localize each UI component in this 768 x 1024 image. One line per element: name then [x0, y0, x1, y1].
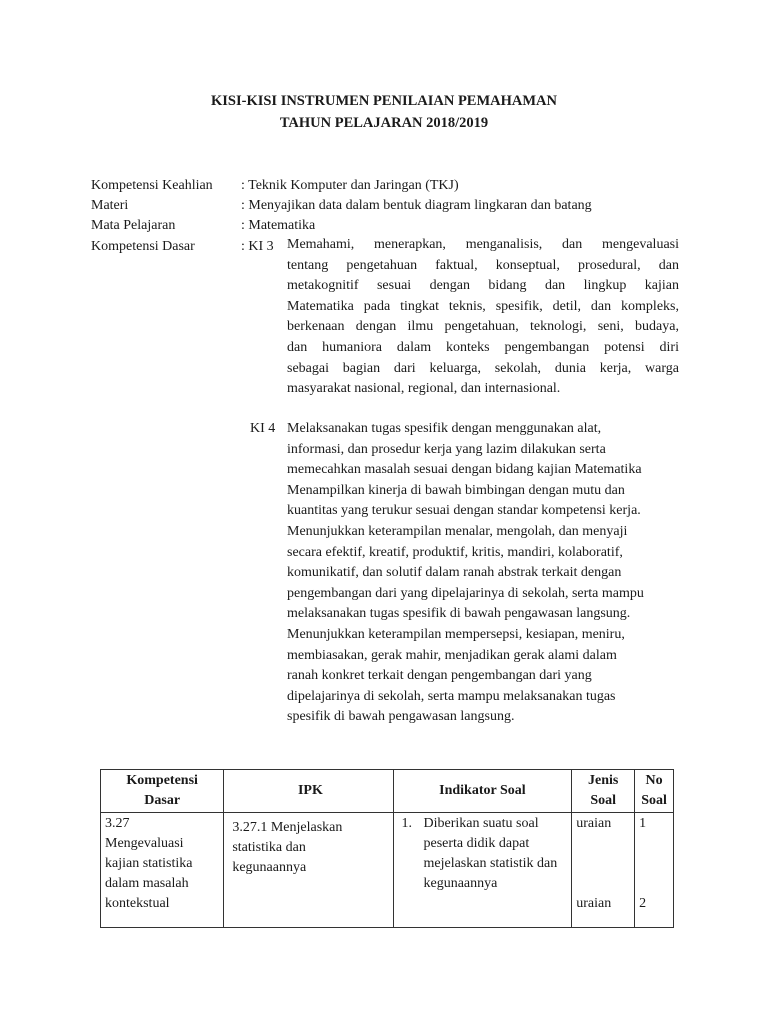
header-jenis-soal: Jenis Soal [572, 770, 635, 813]
ki4-line: membiasakan, gerak mahir, menjadikan gerak alami dalam [287, 647, 617, 663]
ki4-text [287, 419, 687, 728]
table-row [101, 813, 674, 928]
ki3-line: sebagai bagian dari keluarga, sekolah, dunia kerja, warga [287, 360, 679, 376]
ki3-line: berkenaan dengan ilmu pengetahuan, teknologi, seni, budaya, [287, 319, 679, 335]
kisi-kisi-table [100, 769, 674, 928]
meta-value: : Teknik Komputer dan Jaringan (TKJ) [241, 178, 459, 193]
ki4-line: melaksanakan tugas spesifik di bawah pengawasan langsung. [287, 606, 631, 622]
ki4-line: Menunjukkan keterampilan mempersepsi, kesiapan, meniru, [287, 626, 625, 642]
ki3-text [287, 235, 679, 400]
table-header-row [101, 770, 674, 813]
meta-label: Materi [91, 198, 129, 213]
ki4-line: pengembangan dari yang dipelajarinya di sekolah, serta mampu [287, 585, 644, 601]
ki4-line: Melaksanakan tugas spesifik dengan menggunakan alat, [287, 421, 602, 436]
ki3-line: tentang pengetahuan faktual, konseptual, prosedural, dan [287, 257, 679, 273]
meta-value: : Matematika [241, 218, 316, 233]
cell-ipk: 3.27.1 Menjelaskan statistika dan kegunaannya [224, 813, 393, 928]
cell-jenis-soal: uraian uraian [572, 813, 635, 928]
header-no-soal: No Soal [635, 770, 674, 813]
ki3-line: metakognitif sesuai dengan bidang dan lingkup kajian [287, 278, 679, 294]
meta-value: : Menyajikan data dalam bentuk diagram lingkaran dan batang [241, 198, 592, 213]
document-title: KISI-KISI INSTRUMEN PENILAIAN PEMAHAMAN [210, 93, 558, 109]
cell-no-soal: 1 2 [635, 813, 674, 928]
indikator-number: 1. [401, 816, 412, 831]
header-ipk: IPK [224, 770, 393, 813]
meta-label: Mata Pelajaran [91, 218, 176, 233]
document-subtitle: TAHUN PELAJARAN 2018/2019 [279, 115, 489, 131]
ki3-line: dan humaniora dalam konteks pengembangan potensi diri [287, 339, 679, 355]
cell-kompetensi-dasar: 3.27 Mengevaluasi kajian statistika dalam masalah kontekstual [101, 813, 224, 928]
ki4-line: spesifik di bawah pengawasan langsung. [287, 709, 515, 725]
ki4-line: informasi, dan prosedur kerja yang lazim dilakukan serta [287, 441, 606, 457]
meta-label: Kompetensi Dasar [91, 239, 195, 254]
ki4-line: kuantitas yang terukur sesuai dengan standar kompetensi kerja. [287, 503, 641, 519]
header-indikator-soal: Indikator Soal [393, 770, 572, 813]
ki4-line: Menampilkan kinerja di bawah bimbingan dengan mutu dan [287, 482, 625, 498]
ki3-line: Matematika pada tingkat teknis, spesifik, detil, dan kompleks, [287, 298, 679, 314]
ki4-line: Menunjukkan keterampilan menalar, mengolah, dan menyaji [287, 523, 628, 539]
ki4-line: dipelajarinya di sekolah, serta mampu melaksanakan tugas [287, 688, 616, 704]
ki4-line: ranah konkret terkait dengan pengembangan dari yang [287, 668, 592, 684]
ki4-tag: KI 4 [250, 421, 276, 436]
ki4-line: memecahkan masalah sesuai dengan bidang kajian Matematika [287, 462, 642, 478]
ki4-line: komunikatif, dan solutif dalam ranah abstrak terkait dengan [287, 565, 622, 581]
header-kompetensi-dasar: Kompetensi Dasar [101, 770, 224, 813]
ki4-line: secara efektif, kreatif, produktif, kritis, mandiri, kolaboratif, [287, 544, 623, 560]
ki3-line: masyarakat nasional, regional, dan internasional. [287, 381, 561, 397]
cell-indikator-soal: 1. Diberikan suatu soal peserta didik dapat mejelaskan statistik dan kegunaannya [393, 813, 572, 928]
meta-value: : KI 3 [241, 239, 274, 254]
meta-label: Kompetensi Keahlian [91, 178, 213, 193]
ki3-line: Memahami, menerapkan, menganalisis, dan mengevaluasi [287, 237, 679, 252]
